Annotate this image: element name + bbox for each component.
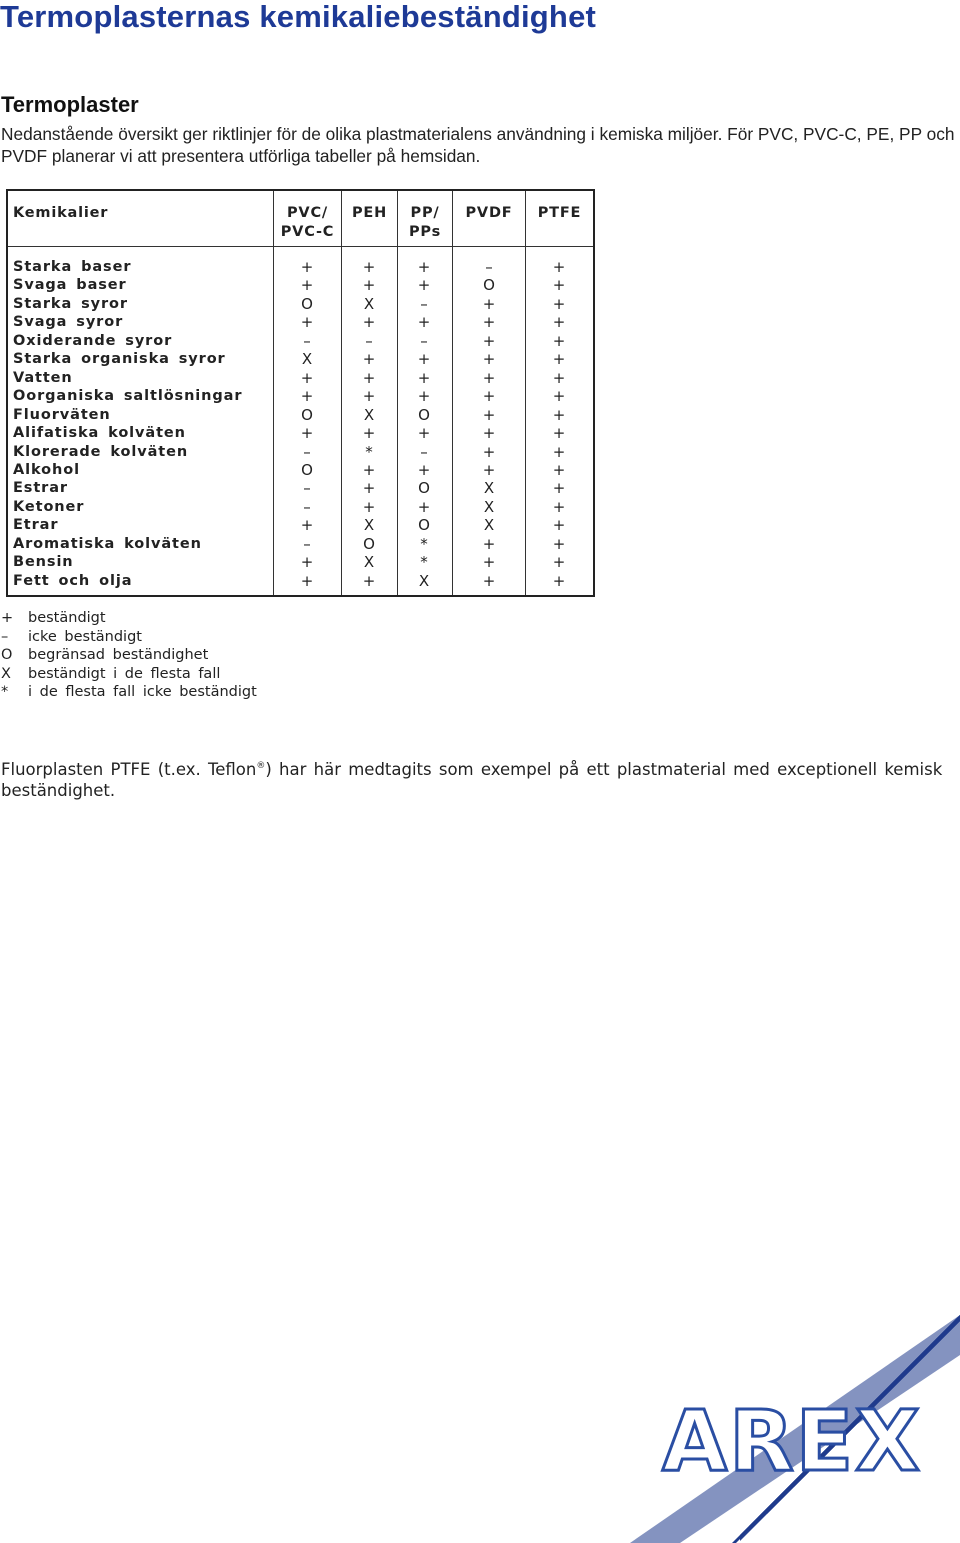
- table-row: [8, 516, 593, 535]
- header-peh: PEH: [351, 205, 388, 221]
- table-row: [8, 572, 593, 591]
- resistance-value: +: [417, 258, 431, 276]
- table-row: [8, 424, 593, 443]
- legend-symbol: X: [1, 665, 11, 682]
- resistance-value: –: [303, 442, 311, 461]
- header-chemicals: Kemikalier: [13, 205, 109, 221]
- chemical-name: Svaga syror: [13, 314, 124, 331]
- resistance-value: X: [363, 516, 375, 535]
- resistance-value: X: [301, 350, 313, 369]
- legend-item: [1, 609, 257, 628]
- resistance-value: X: [363, 553, 375, 572]
- resistance-value: +: [482, 553, 496, 572]
- resistance-value: +: [362, 387, 376, 406]
- resistance-value: +: [417, 276, 431, 295]
- resistance-value: +: [552, 276, 566, 295]
- resistance-value: –: [365, 331, 373, 350]
- resistance-value: +: [417, 387, 431, 406]
- chemical-name: Klorerade kolväten: [13, 443, 189, 460]
- resistance-value: –: [420, 331, 428, 350]
- resistance-value: –: [303, 479, 311, 498]
- resistance-value: +: [417, 497, 431, 516]
- resistance-value: +: [300, 387, 314, 406]
- chemical-name: Fett och olja: [13, 572, 133, 589]
- table-row: [8, 258, 593, 277]
- resistance-value: –: [303, 534, 311, 553]
- resistance-value: X: [483, 497, 495, 516]
- resistance-value: +: [552, 387, 566, 406]
- legend-text: icke beständigt: [28, 628, 142, 645]
- resistance-value: +: [552, 424, 566, 443]
- legend-item: [1, 628, 257, 647]
- resistance-value: +: [552, 497, 566, 516]
- resistance-value: +: [417, 424, 431, 443]
- resistance-value: X: [363, 405, 375, 424]
- resistance-value: +: [552, 442, 566, 461]
- resistance-value: +: [552, 571, 566, 590]
- table-row: [8, 553, 593, 572]
- legend-item: [1, 683, 257, 702]
- chemical-name: Oxiderande syror: [13, 332, 173, 349]
- resistance-value: +: [552, 294, 566, 313]
- chemical-name: Ketoner: [13, 498, 85, 515]
- resistance-value: O: [418, 516, 430, 535]
- resistance-value: +: [417, 368, 431, 387]
- resistance-value: +: [482, 368, 496, 387]
- header-pvdf: PVDF: [465, 205, 513, 221]
- legend: [1, 609, 257, 702]
- logo-wordmark: AREX: [662, 1392, 922, 1490]
- resistance-value: +: [362, 350, 376, 369]
- resistance-value: +: [552, 534, 566, 553]
- table-row: [8, 461, 593, 480]
- legend-symbol: O: [1, 647, 13, 663]
- resistance-value: +: [362, 368, 376, 387]
- resistance-value: X: [483, 516, 495, 535]
- resistance-value: *: [420, 534, 428, 553]
- resistance-value: +: [300, 258, 314, 276]
- resistance-value: +: [417, 460, 431, 479]
- legend-symbol: +: [1, 610, 14, 626]
- resistance-value: +: [552, 405, 566, 424]
- resistance-value: –: [420, 442, 428, 461]
- resistance-value: O: [418, 405, 430, 424]
- resistance-value: +: [552, 258, 566, 276]
- resistance-value: +: [552, 553, 566, 572]
- resistance-value: +: [552, 516, 566, 535]
- chemical-name: Starka baser: [13, 259, 132, 275]
- chemical-name: Svaga baser: [13, 277, 127, 294]
- header-ptfe: PTFE: [537, 205, 582, 221]
- table-row: [8, 369, 593, 388]
- resistance-value: +: [552, 331, 566, 350]
- resistance-value: +: [362, 571, 376, 590]
- chemical-name: Starka organiska syror: [13, 351, 226, 368]
- table-row: [8, 479, 593, 498]
- table-row: [8, 276, 593, 295]
- legend-text: beständigt: [28, 610, 106, 626]
- resistance-value: +: [552, 479, 566, 498]
- table-row: [8, 498, 593, 517]
- resistance-value: +: [552, 460, 566, 479]
- chemical-resistance-table: [6, 189, 595, 597]
- resistance-value: +: [552, 313, 566, 332]
- resistance-value: O: [301, 294, 313, 313]
- table-row: [8, 406, 593, 425]
- legend-text: i de flesta fall icke beständigt: [28, 684, 257, 700]
- resistance-value: +: [417, 350, 431, 369]
- resistance-value: +: [300, 276, 314, 295]
- resistance-value: +: [482, 442, 496, 461]
- table-row: [8, 332, 593, 351]
- resistance-value: +: [482, 331, 496, 350]
- chemical-name: Alifatiska kolväten: [13, 425, 186, 442]
- chemical-name: Bensin: [13, 554, 74, 571]
- section-heading: Termoplaster: [1, 92, 139, 117]
- footer-note: Fluorplasten PTFE (t.ex. Teflon®) har här medtagits som exempel på ett plastmaterial med exceptionell kemisk beständighet.: [1, 760, 943, 800]
- legend-item: [1, 646, 257, 665]
- resistance-value: +: [482, 294, 496, 313]
- registered-mark: ®: [256, 761, 266, 771]
- resistance-value: O: [363, 534, 375, 553]
- resistance-value: +: [300, 368, 314, 387]
- resistance-value: –: [420, 294, 428, 313]
- legend-symbol: *: [1, 684, 9, 700]
- header-divider: [8, 246, 593, 247]
- resistance-value: +: [552, 350, 566, 369]
- resistance-value: +: [482, 405, 496, 424]
- resistance-value: –: [303, 497, 311, 516]
- arex-logo: [610, 1315, 960, 1543]
- chemical-name: Vatten: [13, 369, 73, 386]
- resistance-value: X: [418, 571, 430, 590]
- resistance-value: –: [303, 331, 311, 350]
- resistance-value: +: [482, 387, 496, 406]
- resistance-value: X: [483, 479, 495, 498]
- page-title: Termoplasternas kemikaliebeständighet: [0, 0, 597, 34]
- resistance-value: +: [552, 368, 566, 387]
- resistance-value: +: [362, 497, 376, 516]
- header-pp: PP/ PPs: [408, 205, 442, 240]
- resistance-value: +: [482, 571, 496, 590]
- resistance-value: +: [482, 350, 496, 369]
- resistance-value: +: [362, 258, 376, 276]
- table-row: [8, 535, 593, 554]
- table-row: [8, 295, 593, 314]
- resistance-value: +: [482, 460, 496, 479]
- legend-text: beständigt i de flesta fall: [28, 665, 221, 682]
- resistance-value: +: [417, 313, 431, 332]
- table-row: [8, 350, 593, 369]
- intro-paragraph: Nedanstående översikt ger riktlinjer för de olika plastmaterialens användning i kemiska miljöer. För PVC, PVC-C, PE, PP och PVDF planerar vi att presentera utförliga tabeller på hemsidan.: [1, 124, 955, 166]
- resistance-value: X: [363, 294, 375, 313]
- resistance-value: +: [362, 276, 376, 295]
- resistance-value: +: [482, 534, 496, 553]
- table-row: [8, 443, 593, 462]
- table-row: [8, 387, 593, 406]
- resistance-value: +: [300, 313, 314, 332]
- resistance-value: *: [365, 442, 373, 461]
- resistance-value: O: [483, 276, 495, 295]
- resistance-value: +: [300, 516, 314, 535]
- chemical-name: Oorganiska saltlösningar: [13, 388, 243, 405]
- header-pvc: PVC/ PVC-C: [280, 205, 335, 240]
- resistance-value: +: [482, 424, 496, 443]
- table-row: [8, 313, 593, 332]
- chemical-name: Aromatiska kolväten: [13, 535, 202, 552]
- resistance-value: O: [301, 460, 313, 479]
- chemical-name: Estrar: [13, 480, 68, 497]
- chemical-name: Etrar: [13, 517, 59, 534]
- resistance-value: +: [482, 313, 496, 332]
- resistance-value: +: [362, 479, 376, 498]
- resistance-value: +: [362, 313, 376, 332]
- resistance-value: +: [300, 424, 314, 443]
- resistance-value: O: [418, 479, 430, 498]
- resistance-value: –: [485, 258, 493, 276]
- legend-text: begränsad beständighet: [28, 647, 209, 663]
- chemical-name: Alkohol: [13, 461, 80, 478]
- chemical-name: Fluorväten: [13, 406, 111, 423]
- resistance-value: O: [301, 405, 313, 424]
- resistance-value: +: [300, 571, 314, 590]
- legend-symbol: –: [1, 628, 9, 645]
- resistance-value: +: [300, 553, 314, 572]
- resistance-value: +: [362, 460, 376, 479]
- chemical-name: Starka syror: [13, 295, 128, 312]
- resistance-value: +: [362, 424, 376, 443]
- resistance-value: *: [420, 553, 428, 572]
- legend-item: [1, 665, 257, 684]
